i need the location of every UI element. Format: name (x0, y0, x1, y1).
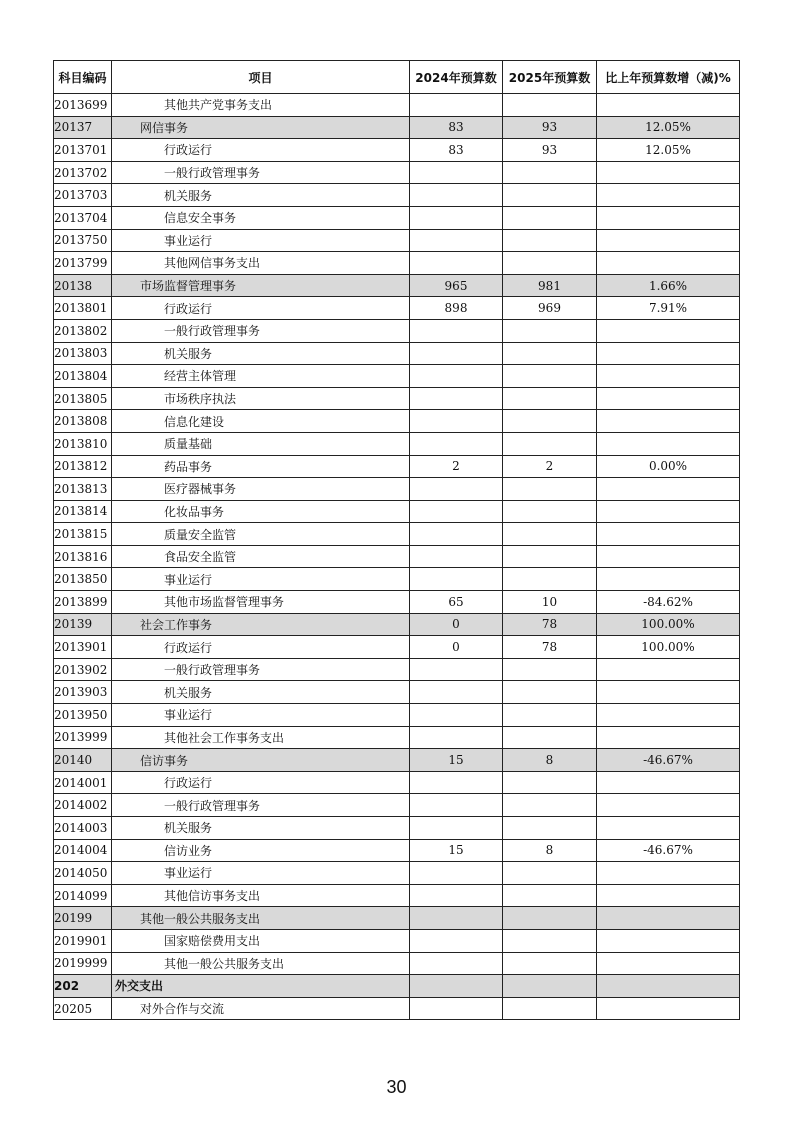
budget-table (53, 60, 740, 1020)
table-row (54, 975, 740, 998)
cell-2024-budget (410, 771, 503, 794)
cell-code: 2013950 (54, 704, 112, 727)
cell-2024-budget: 965 (410, 274, 503, 297)
cell-2024-budget: 0 (410, 636, 503, 659)
cell-2024-budget (410, 432, 503, 455)
cell-code: 2014003 (54, 817, 112, 840)
cell-2025-budget: 969 (503, 297, 597, 320)
table-row (54, 455, 740, 478)
cell-2025-budget (503, 952, 597, 975)
cell-change-percent: 1.66% (597, 274, 740, 297)
cell-2024-budget (410, 997, 503, 1020)
cell-change-percent: 12.05% (597, 116, 740, 139)
table-header-row (54, 61, 740, 94)
cell-2024-budget (410, 817, 503, 840)
table-row (54, 161, 740, 184)
cell-2025-budget (503, 862, 597, 885)
cell-code: 2013903 (54, 681, 112, 704)
table-row (54, 116, 740, 139)
cell-code: 2013803 (54, 342, 112, 365)
cell-item-name: 其他一般公共服务支出 (112, 952, 410, 975)
cell-code: 20139 (54, 613, 112, 636)
cell-change-percent (597, 184, 740, 207)
cell-change-percent: -84.62% (597, 591, 740, 614)
cell-change-percent (597, 884, 740, 907)
cell-code: 2019901 (54, 929, 112, 952)
cell-2025-budget: 78 (503, 613, 597, 636)
cell-2025-budget (503, 523, 597, 546)
table-row (54, 658, 740, 681)
cell-code: 202 (54, 975, 112, 998)
cell-2025-budget: 8 (503, 839, 597, 862)
table-row (54, 613, 740, 636)
cell-2024-budget (410, 862, 503, 885)
table-row (54, 139, 740, 162)
cell-change-percent: -46.67% (597, 749, 740, 772)
cell-change-percent (597, 704, 740, 727)
cell-item-name: 事业运行 (112, 229, 410, 252)
cell-2024-budget (410, 704, 503, 727)
table-row (54, 884, 740, 907)
cell-code: 2013810 (54, 432, 112, 455)
cell-2024-budget (410, 319, 503, 342)
cell-2025-budget (503, 568, 597, 591)
cell-2025-budget (503, 704, 597, 727)
cell-2025-budget (503, 206, 597, 229)
cell-change-percent (597, 387, 740, 410)
table-row (54, 206, 740, 229)
cell-2025-budget (503, 817, 597, 840)
cell-2025-budget (503, 794, 597, 817)
cell-2025-budget (503, 184, 597, 207)
cell-2025-budget (503, 658, 597, 681)
cell-item-name: 外交支出 (112, 975, 410, 998)
table-row (54, 387, 740, 410)
cell-2024-budget (410, 884, 503, 907)
cell-item-name: 信访事务 (112, 749, 410, 772)
header-change-percent: 比上年预算数增（减)% (597, 61, 740, 94)
table-row (54, 523, 740, 546)
cell-code: 2013899 (54, 591, 112, 614)
cell-item-name: 一般行政管理事务 (112, 161, 410, 184)
cell-2024-budget (410, 523, 503, 546)
table-row (54, 319, 740, 342)
cell-code: 2013701 (54, 139, 112, 162)
cell-item-name: 经营主体管理 (112, 365, 410, 388)
cell-code: 2013750 (54, 229, 112, 252)
cell-item-name: 市场秩序执法 (112, 387, 410, 410)
cell-change-percent (597, 997, 740, 1020)
cell-2024-budget (410, 500, 503, 523)
cell-code: 2013801 (54, 297, 112, 320)
cell-code: 2013902 (54, 658, 112, 681)
cell-code: 2014004 (54, 839, 112, 862)
cell-item-name: 一般行政管理事务 (112, 319, 410, 342)
cell-code: 2013813 (54, 478, 112, 501)
cell-item-name: 其他一般公共服务支出 (112, 907, 410, 930)
table-row (54, 94, 740, 117)
cell-code: 2014002 (54, 794, 112, 817)
cell-item-name: 行政运行 (112, 139, 410, 162)
cell-2024-budget (410, 568, 503, 591)
cell-2025-budget: 10 (503, 591, 597, 614)
table-row (54, 342, 740, 365)
cell-code: 2013812 (54, 455, 112, 478)
table-row (54, 229, 740, 252)
table-row (54, 839, 740, 862)
table-row (54, 749, 740, 772)
cell-code: 2013850 (54, 568, 112, 591)
cell-2025-budget: 93 (503, 116, 597, 139)
table-row (54, 184, 740, 207)
table-row (54, 817, 740, 840)
cell-change-percent (597, 862, 740, 885)
cell-code: 2013802 (54, 319, 112, 342)
cell-code: 2013704 (54, 206, 112, 229)
cell-2025-budget (503, 681, 597, 704)
cell-2024-budget: 15 (410, 839, 503, 862)
table-row (54, 636, 740, 659)
cell-change-percent (597, 907, 740, 930)
table-row (54, 997, 740, 1020)
cell-2025-budget (503, 252, 597, 275)
cell-item-name: 其他共产党事务支出 (112, 94, 410, 117)
cell-change-percent (597, 500, 740, 523)
cell-2024-budget (410, 545, 503, 568)
cell-2025-budget: 93 (503, 139, 597, 162)
cell-item-name: 医疗器械事务 (112, 478, 410, 501)
cell-2024-budget: 15 (410, 749, 503, 772)
cell-item-name: 行政运行 (112, 297, 410, 320)
cell-2024-budget (410, 365, 503, 388)
cell-change-percent (597, 817, 740, 840)
table-row (54, 907, 740, 930)
cell-item-name: 信访业务 (112, 839, 410, 862)
cell-item-name: 质量基础 (112, 432, 410, 455)
cell-change-percent (597, 794, 740, 817)
cell-2024-budget (410, 94, 503, 117)
cell-code: 20205 (54, 997, 112, 1020)
cell-change-percent (597, 478, 740, 501)
cell-item-name: 事业运行 (112, 862, 410, 885)
cell-2025-budget (503, 975, 597, 998)
cell-change-percent: 100.00% (597, 613, 740, 636)
table-row (54, 704, 740, 727)
cell-2024-budget (410, 252, 503, 275)
cell-2025-budget (503, 432, 597, 455)
cell-item-name: 机关服务 (112, 184, 410, 207)
cell-code: 2019999 (54, 952, 112, 975)
cell-change-percent: 0.00% (597, 455, 740, 478)
cell-item-name: 事业运行 (112, 704, 410, 727)
cell-2025-budget (503, 478, 597, 501)
cell-change-percent (597, 252, 740, 275)
cell-2024-budget: 65 (410, 591, 503, 614)
cell-2025-budget: 981 (503, 274, 597, 297)
table-row (54, 297, 740, 320)
cell-item-name: 药品事务 (112, 455, 410, 478)
header-code: 科目编码 (54, 61, 112, 94)
table-row (54, 952, 740, 975)
cell-2024-budget: 2 (410, 455, 503, 478)
cell-code: 2013814 (54, 500, 112, 523)
cell-item-name: 一般行政管理事务 (112, 658, 410, 681)
cell-2024-budget: 83 (410, 139, 503, 162)
cell-item-name: 食品安全监管 (112, 545, 410, 568)
cell-item-name: 质量安全监管 (112, 523, 410, 546)
cell-item-name: 其他社会工作事务支出 (112, 726, 410, 749)
table-row (54, 681, 740, 704)
cell-code: 20138 (54, 274, 112, 297)
cell-change-percent: 7.91% (597, 297, 740, 320)
table-row (54, 568, 740, 591)
cell-2025-budget (503, 365, 597, 388)
page-number: 30 (386, 1077, 407, 1097)
cell-code: 2013703 (54, 184, 112, 207)
cell-change-percent (597, 929, 740, 952)
table-row (54, 771, 740, 794)
header-item: 项目 (112, 61, 410, 94)
cell-2025-budget (503, 726, 597, 749)
cell-2025-budget (503, 94, 597, 117)
cell-item-name: 信息化建设 (112, 410, 410, 433)
cell-code: 2014001 (54, 771, 112, 794)
cell-change-percent (597, 681, 740, 704)
cell-code: 2013799 (54, 252, 112, 275)
cell-2024-budget (410, 229, 503, 252)
cell-code: 2013808 (54, 410, 112, 433)
cell-2025-budget (503, 387, 597, 410)
cell-code: 20199 (54, 907, 112, 930)
cell-item-name: 机关服务 (112, 681, 410, 704)
cell-2024-budget: 0 (410, 613, 503, 636)
cell-change-percent: 100.00% (597, 636, 740, 659)
header-2024-budget: 2024年预算数 (410, 61, 503, 94)
cell-change-percent (597, 206, 740, 229)
cell-2024-budget (410, 410, 503, 433)
cell-item-name: 一般行政管理事务 (112, 794, 410, 817)
cell-item-name: 机关服务 (112, 817, 410, 840)
table-row (54, 726, 740, 749)
cell-2025-budget (503, 771, 597, 794)
cell-code: 2013999 (54, 726, 112, 749)
table-row (54, 545, 740, 568)
cell-code: 2013699 (54, 94, 112, 117)
cell-code: 2013901 (54, 636, 112, 659)
table-row (54, 929, 740, 952)
cell-2024-budget (410, 161, 503, 184)
cell-item-name: 其他信访事务支出 (112, 884, 410, 907)
cell-item-name: 市场监督管理事务 (112, 274, 410, 297)
cell-item-name: 社会工作事务 (112, 613, 410, 636)
cell-2025-budget: 8 (503, 749, 597, 772)
cell-change-percent (597, 726, 740, 749)
cell-item-name: 其他网信事务支出 (112, 252, 410, 275)
cell-2024-budget (410, 975, 503, 998)
cell-change-percent (597, 658, 740, 681)
cell-item-name: 行政运行 (112, 771, 410, 794)
cell-item-name: 对外合作与交流 (112, 997, 410, 1020)
cell-2025-budget (503, 319, 597, 342)
cell-code: 2013702 (54, 161, 112, 184)
cell-2024-budget (410, 342, 503, 365)
cell-code: 2013816 (54, 545, 112, 568)
cell-2025-budget (503, 229, 597, 252)
cell-2024-budget (410, 658, 503, 681)
cell-change-percent: 12.05% (597, 139, 740, 162)
cell-2024-budget (410, 478, 503, 501)
table-row (54, 432, 740, 455)
cell-change-percent (597, 432, 740, 455)
cell-2025-budget (503, 161, 597, 184)
table-body (54, 94, 740, 1020)
cell-change-percent (597, 771, 740, 794)
cell-change-percent (597, 523, 740, 546)
cell-change-percent (597, 975, 740, 998)
cell-2025-budget (503, 342, 597, 365)
cell-2024-budget (410, 952, 503, 975)
cell-change-percent (597, 410, 740, 433)
cell-2025-budget (503, 907, 597, 930)
cell-item-name: 其他市场监督管理事务 (112, 591, 410, 614)
table-row (54, 591, 740, 614)
cell-change-percent (597, 94, 740, 117)
cell-code: 2014099 (54, 884, 112, 907)
cell-code: 20140 (54, 749, 112, 772)
cell-code: 2013805 (54, 387, 112, 410)
cell-2025-budget (503, 500, 597, 523)
table-row (54, 500, 740, 523)
cell-2024-budget (410, 794, 503, 817)
cell-item-name: 化妆品事务 (112, 500, 410, 523)
table-row (54, 794, 740, 817)
cell-item-name: 事业运行 (112, 568, 410, 591)
cell-2024-budget (410, 929, 503, 952)
cell-item-name: 机关服务 (112, 342, 410, 365)
cell-2024-budget (410, 726, 503, 749)
cell-code: 2013804 (54, 365, 112, 388)
cell-2024-budget (410, 184, 503, 207)
table-row (54, 252, 740, 275)
cell-2025-budget (503, 884, 597, 907)
table-row (54, 274, 740, 297)
cell-item-name: 信息安全事务 (112, 206, 410, 229)
cell-change-percent (597, 952, 740, 975)
header-2025-budget: 2025年预算数 (503, 61, 597, 94)
cell-code: 2014050 (54, 862, 112, 885)
cell-change-percent: -46.67% (597, 839, 740, 862)
cell-2025-budget (503, 997, 597, 1020)
cell-item-name: 网信事务 (112, 116, 410, 139)
table-row (54, 862, 740, 885)
cell-2024-budget (410, 907, 503, 930)
cell-item-name: 行政运行 (112, 636, 410, 659)
cell-change-percent (597, 342, 740, 365)
cell-code: 20137 (54, 116, 112, 139)
cell-2024-budget (410, 681, 503, 704)
cell-2025-budget (503, 410, 597, 433)
cell-change-percent (597, 545, 740, 568)
cell-change-percent (597, 365, 740, 388)
cell-2024-budget: 83 (410, 116, 503, 139)
cell-2024-budget (410, 387, 503, 410)
cell-2024-budget (410, 206, 503, 229)
cell-change-percent (597, 319, 740, 342)
table-row (54, 410, 740, 433)
table-row (54, 365, 740, 388)
cell-change-percent (597, 568, 740, 591)
cell-item-name: 国家赔偿费用支出 (112, 929, 410, 952)
cell-change-percent (597, 229, 740, 252)
cell-2025-budget: 78 (503, 636, 597, 659)
cell-change-percent (597, 161, 740, 184)
table-row (54, 478, 740, 501)
cell-2025-budget: 2 (503, 455, 597, 478)
cell-2025-budget (503, 929, 597, 952)
cell-2025-budget (503, 545, 597, 568)
cell-2024-budget: 898 (410, 297, 503, 320)
cell-code: 2013815 (54, 523, 112, 546)
